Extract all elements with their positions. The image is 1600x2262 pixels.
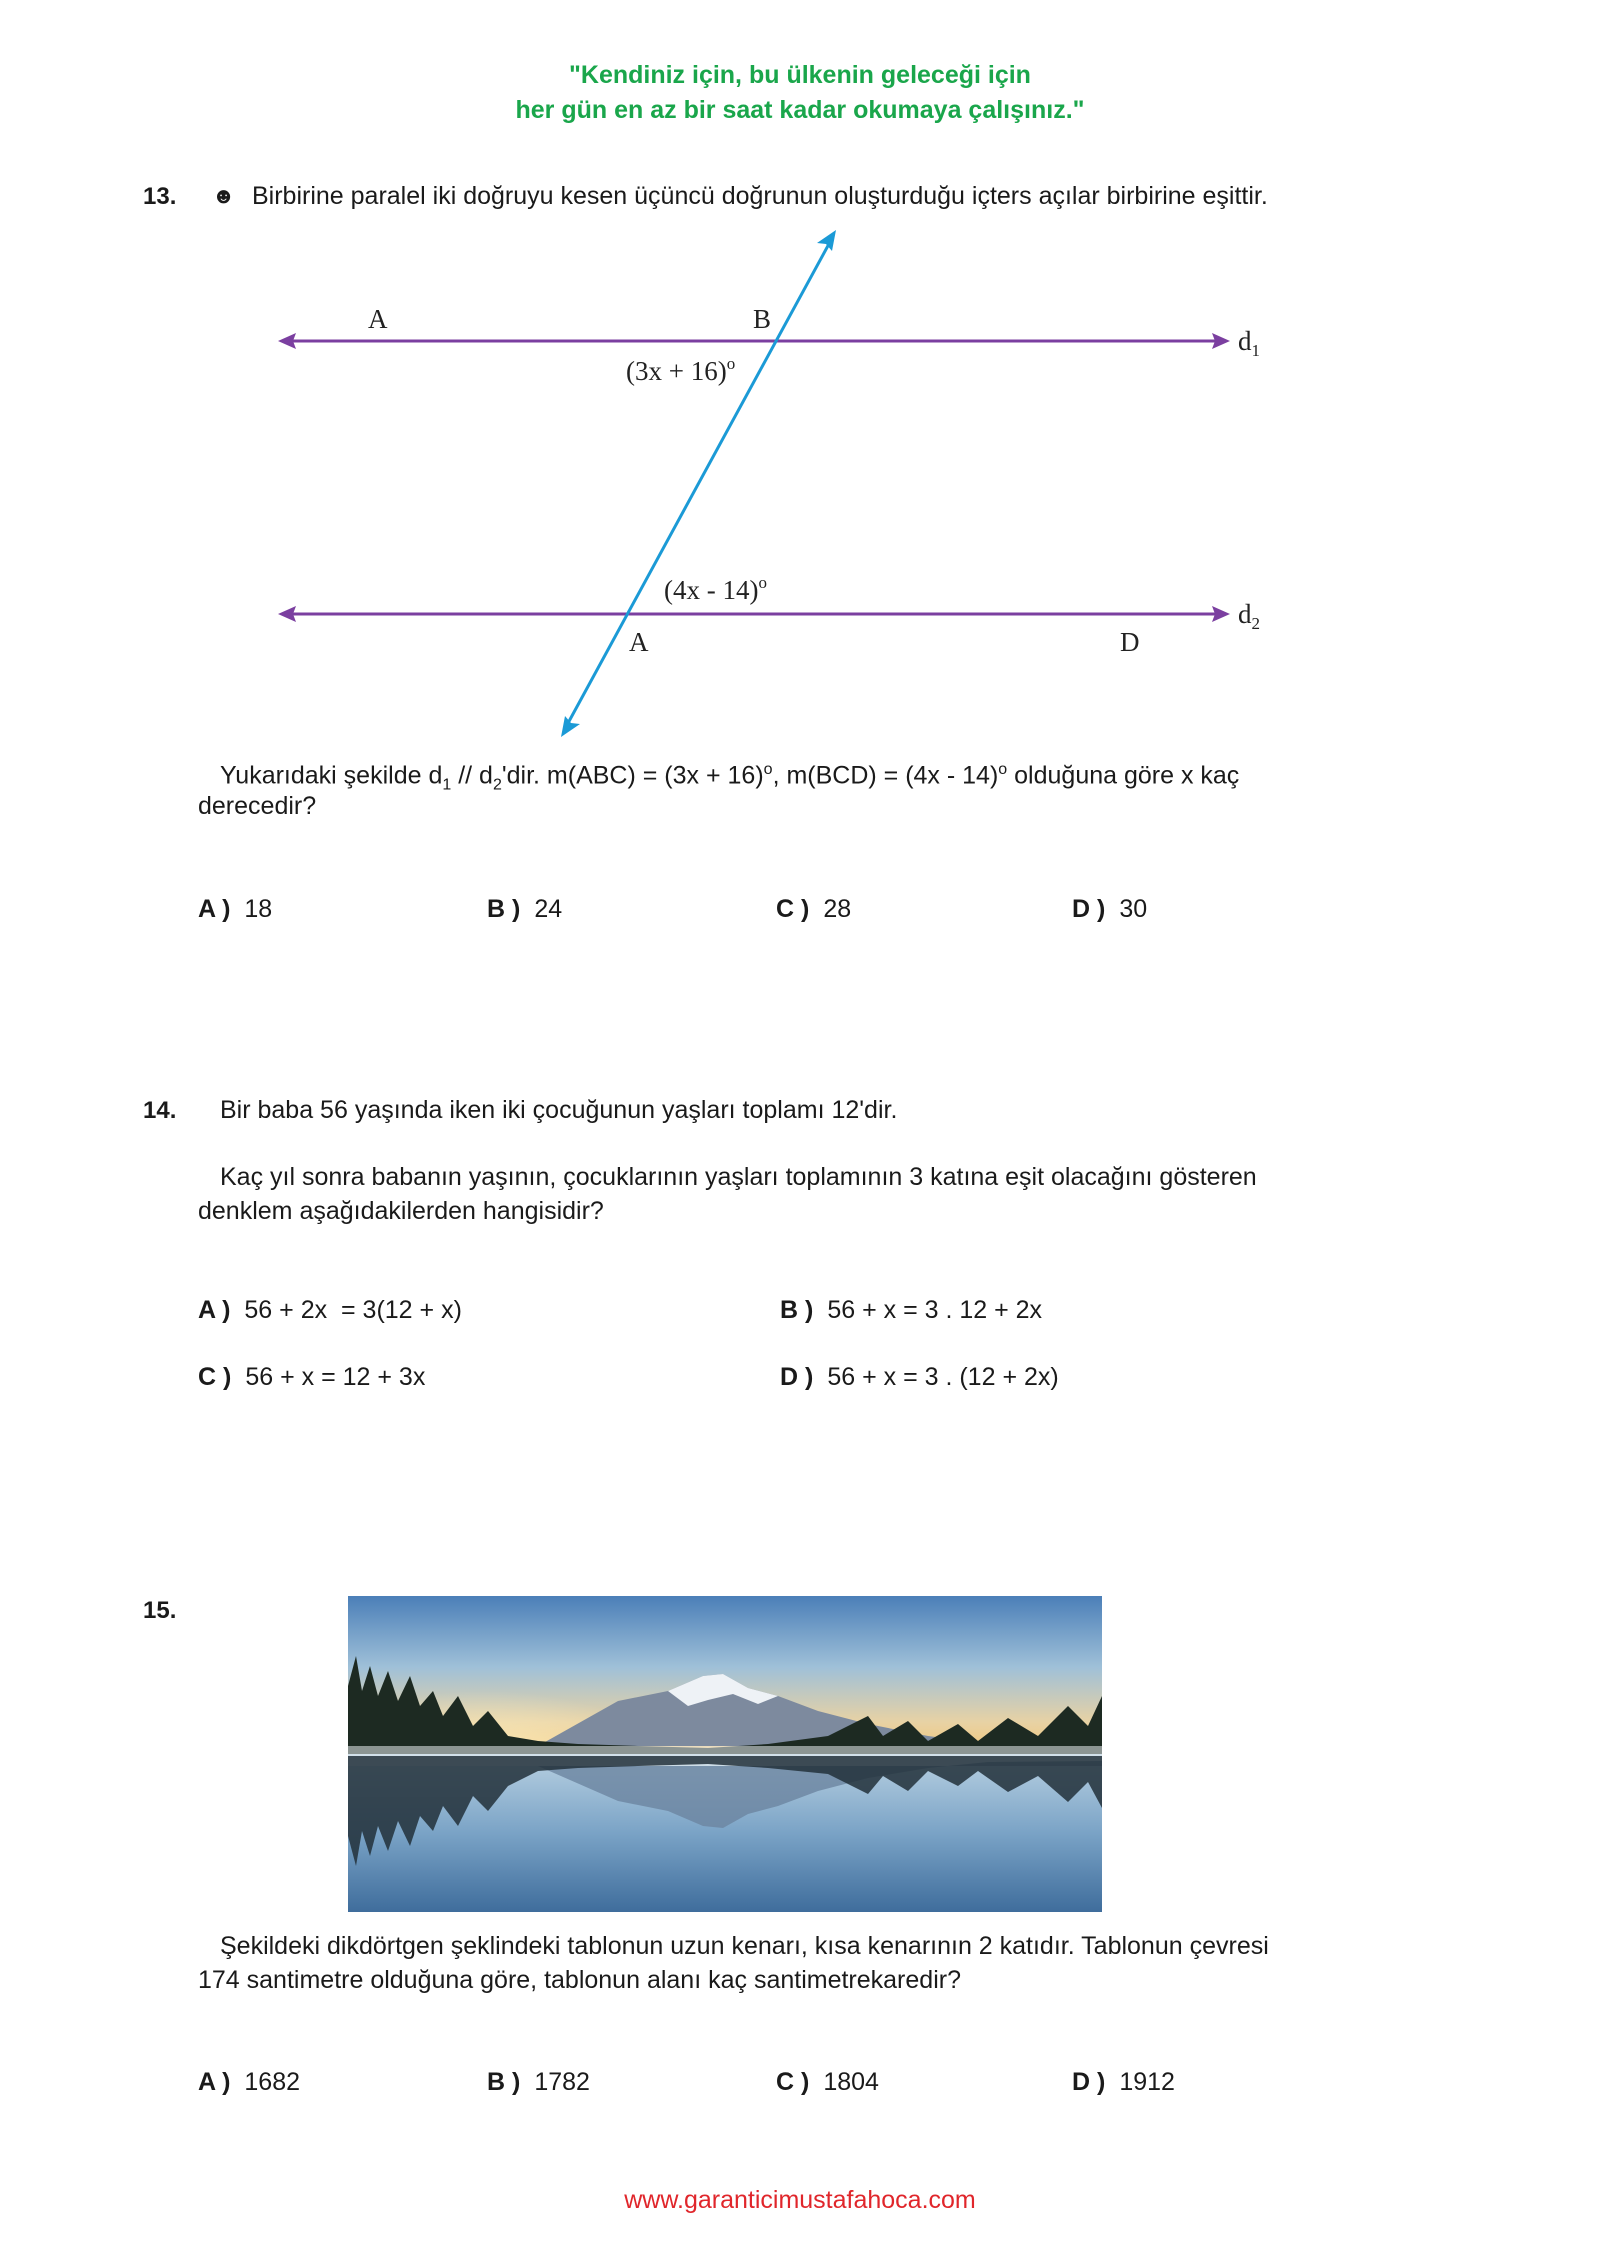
q15-choice-c[interactable]: C ) 1804 (776, 2068, 879, 2096)
transversal-line (567, 242, 830, 725)
question-13-statement: Birbirine paralel iki doğruyu kesen üçüncü doğrunun oluşturduğu içters açılar birbirine eşittir. (252, 182, 1268, 210)
question-15-text-line-1: Şekildeki dikdörtgen şeklindeki tablonun uzun kenarı, kısa kenarının 2 katıdır. Tablonun çevresi (220, 1932, 1269, 1960)
question-13-text-line-2: derecedir? (198, 792, 317, 820)
header-quote (0, 58, 1600, 128)
label-d2: $d_2$ (1238, 599, 1260, 633)
question-15-number: 15. (143, 1597, 177, 1624)
q14-choice-d[interactable]: D ) 56 + x = 3 . (12 + 2x) (780, 1363, 1059, 1391)
footer-website-link[interactable]: www.garanticimustafahoca.com (624, 2186, 976, 2214)
question-14-statement: Bir baba 56 yaşında iken iki çocuğunun yaşları toplamı 12'dir. (220, 1096, 898, 1124)
q14-choice-c[interactable]: C ) 56 + x = 12 + 3x (198, 1363, 426, 1391)
q15-choice-a[interactable]: A ) 1682 (198, 2068, 301, 2096)
label-point-a-top: A (368, 304, 388, 334)
q13-choice-b[interactable]: B ) 24 (487, 895, 563, 923)
header-quote-line-2: her gün en az bir saat kadar okumaya çalışınız." (515, 96, 1085, 124)
q13-choice-c[interactable]: C ) 28 (776, 895, 852, 923)
question-14-text-line-1: Kaç yıl sonra babanın yaşının, çocuklarının yaşları toplamının 3 katına eşit olacağını gösteren (220, 1163, 1257, 1191)
label-d1: $d_1$ (1238, 326, 1260, 360)
parallel-lines-diagram (0, 200, 1600, 760)
label-angle-bcd: (4x - 14)$^o$ (664, 573, 767, 605)
question-13-number: 13. (143, 183, 177, 210)
q13-choice-d[interactable]: D ) 30 (1072, 895, 1148, 923)
mountain-lake-image (348, 1596, 1102, 1912)
label-point-b: B (753, 304, 772, 334)
q13-choice-a[interactable]: A ) 18 (198, 895, 273, 923)
header-quote-line-1: "Kendiniz için, bu ülkenin geleceği için (569, 61, 1031, 89)
q14-choice-b[interactable]: B ) 56 + x = 3 . 12 + 2x (780, 1296, 1043, 1324)
question-15-text-line-2: 174 santimetre olduğuna göre, tablonun alanı kaç santimetrekaredir? (198, 1966, 961, 1994)
label-point-a-bottom: A (629, 627, 649, 657)
landscape-photo (348, 1596, 1102, 1912)
question-13-text-line-1: Yukarıdaki şekilde $d_1 // d_2'dir$. $m(ABC) = (3x + 16)^o$, m(BCD) = (4x - 14)$^o$ olduğuna göre x kaç (220, 761, 1240, 794)
q15-choice-d[interactable]: D ) 1912 (1072, 2068, 1175, 2096)
question-14-number: 14. (143, 1097, 177, 1124)
label-point-d: D (1120, 627, 1140, 657)
question-14-text-line-2: denklem aşağıdakilerden hangisidir? (198, 1197, 604, 1225)
q14-choice-a[interactable]: A ) 56 + 2x = 3(12 + x) (198, 1296, 462, 1324)
label-angle-abc: $(3x + 16)^o$ (626, 354, 736, 386)
q15-choice-b[interactable]: B ) 1782 (487, 2068, 590, 2096)
smiley-bullet-icon: ☻ (212, 183, 236, 208)
